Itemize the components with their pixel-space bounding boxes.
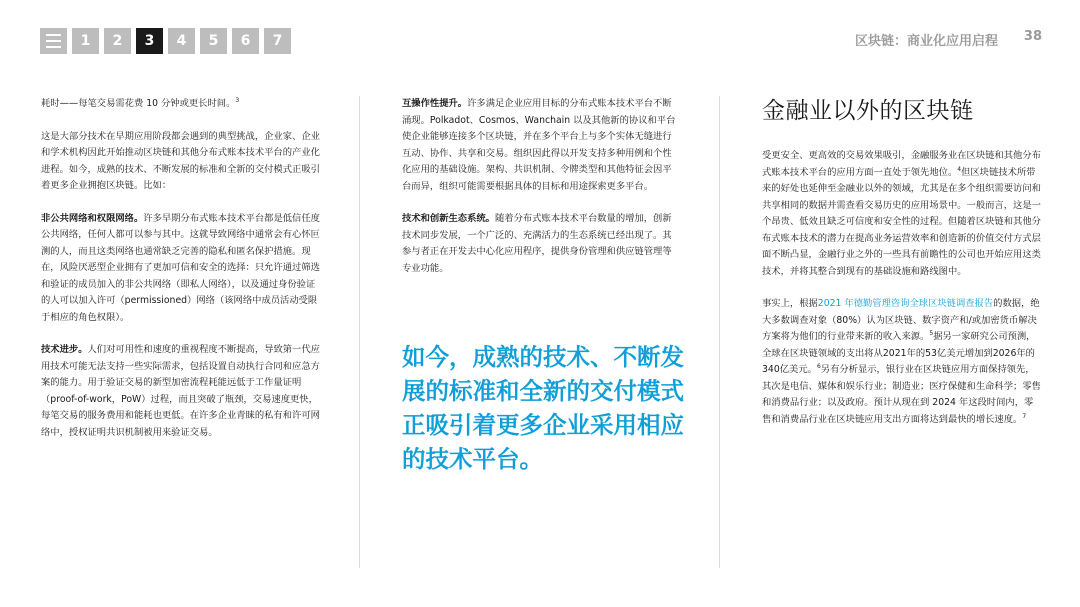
paragraph-text: 的数据，绝大多数调查对象（80%）认为区块链、数字资产和/或加密货币解决方案将为他们的行业带来新的收入来源。 [762,298,1040,342]
paragraph-text: 许多满足企业应用目标的分布式账本技术平台不断涌现。Polkadot、Cosmos、Wanchain 以及其他新的协议和平台使企业能够连接多个区块链，并在多个平台上与多个实体无缝进行互动、协作、共享和交易。组织因此得以开发支持多种用例和个性化应用的基础设施。架构、共识机制、令牌类型和其他特征会因平台而异，组织可能需要根据具体的目标和用途探索更多平台。 [402,98,676,192]
nav-page-7[interactable]: 7 [264,28,291,54]
column-1 [41,96,321,457]
paragraph-lead: 非公共网络和权限网络。 [41,212,144,224]
nav-page-2[interactable]: 2 [104,28,131,54]
nav-page-3[interactable]: 3 [136,28,163,54]
column-divider [359,96,360,568]
column-2 [402,96,678,293]
paragraph [41,211,321,327]
paragraph [402,96,678,195]
pull-quote: 如今，成熟的技术、不断发展的标准和全新的交付模式正吸引着更多企业采用相应的技术平台。 [402,343,684,473]
nav-page-6[interactable]: 6 [232,28,259,54]
paragraph-lead: 技术和创新生态系统。 [402,213,495,224]
paragraph-text: 据另一家研究公司预测，全球在区块链领域的支出将从2021年的53亿美元增加到2026年的340亿美元。 [762,331,1036,375]
paragraph [402,211,678,277]
footnote-ref[interactable]: 5 [929,329,934,337]
footnote-ref[interactable]: 4 [957,165,962,173]
paragraph [762,296,1042,428]
footnote-ref[interactable]: 7 [1022,412,1027,420]
paragraph-text: 随着分布式账本技术平台数量的增加，创新技术同步发展，一个广泛的、充满活力的生态系统已经出现了。其参与者正在开发去中心化应用程序，提供身份管理和供应链管理等专业功能。 [402,213,672,274]
paragraph [762,148,1042,280]
footnote-ref[interactable]: 6 [816,362,821,370]
paragraph-text: 另有分析显示，银行业在区块链应用方面保持领先，其次是电信、媒体和娱乐行业；制造业；医疗保健和生命科学；零售和消费品行业；以及政府。预计从现在到 2024 年这段时间内，零售和消费品行业在区块链应用支出方面将达到最快的增长速度。 [762,364,1041,425]
nav-page-1[interactable]: 1 [72,28,99,54]
paragraph [41,96,321,113]
footnote-ref[interactable]: 3 [235,96,240,104]
paragraph-text: 但区块链技术所带来的好处也延伸至金融业以外的领域，尤其是在多个组织需要访问和共享相同的数据并需查看交易历史的应用场景中。一般而言，这是一个昂贵、低效且缺乏可信度和安全性的过程。但随着区块链和其他分布式账本技术的潜力在提高业务运营效率和创造新的价值交付方式层面不断凸显，金融行业之外的一些具有前瞻性的公司也开始应用这类技术，并将其整合到现有的基础设施和路线图中。 [762,166,1041,277]
paragraph-lead: 技术进步。 [41,344,88,355]
nav-page-5[interactable]: 5 [200,28,227,54]
paragraph-text: 许多早期分布式账本技术平台都是低信任度公共网络，任何人都可以参与其中。这就导致网络中通常会有心怀叵测的人，而且这类网络也通常缺乏完善的隐私和匿名保护措施。现在，风险厌恶型企业拥有了更加可信和安全的选择：只允许通过筛选和验证的成员加入的非公共网络（即私人网络），以及通过身份验证的人可以加入许可（permissioned）网络（该网络中成员活动受限于相应的角色权限）。 [41,212,320,323]
column-divider [719,96,720,568]
menu-icon[interactable] [40,28,67,54]
page-nav [40,28,291,54]
paragraph-lead: 互操作性提升。 [402,98,468,109]
paragraph [41,342,321,441]
column-3 [762,148,1042,444]
paragraph-text: 受更安全、更高效的交易效果吸引，金融服务业在区块链和其他分布式账本技术平台的应用方面一直处于领先地位。 [762,150,1041,178]
paragraph-text: 耗时——每笔交易需花费 10 分钟或更长时间。 [41,98,236,109]
document-title: 区块链：商业化应用启程 [854,34,998,49]
paragraph-text: 事实上，根据 [762,298,818,309]
paragraph-text: 人们对可用性和速度的重视程度不断提高，导致第一代应用技术可能无法支持一些实际需求，包括设置自动执行合同和应急方案的能力。用于验证交易的新型加密流程耗能远低于工作量证明（proof-of-work，PoW）过程，而且突破了瓶颈，交易速度更快，每笔交易的服务费用和能耗也更低。在许多企业青睐的私有和许可网络中，授权证明共识机制被用来验证交易。 [41,344,320,438]
section-heading: 金融业以外的区块链 [762,98,974,124]
nav-page-4[interactable]: 4 [168,28,195,54]
survey-report-link[interactable]: 2021 年德勤管理咨询全球区块链调查报告 [817,298,994,309]
paragraph: 这是大部分技术在早期应用阶段都会遇到的典型挑战，企业家、企业和学术机构因此开始推动区块链和其他分布式账本技术平台的产业化进程。如今，成熟的技术、不断发展的标准和全新的交付模式正吸引着更多企业拥抱区块链。比如： [41,130,320,191]
page-number: 38 [1023,29,1042,44]
